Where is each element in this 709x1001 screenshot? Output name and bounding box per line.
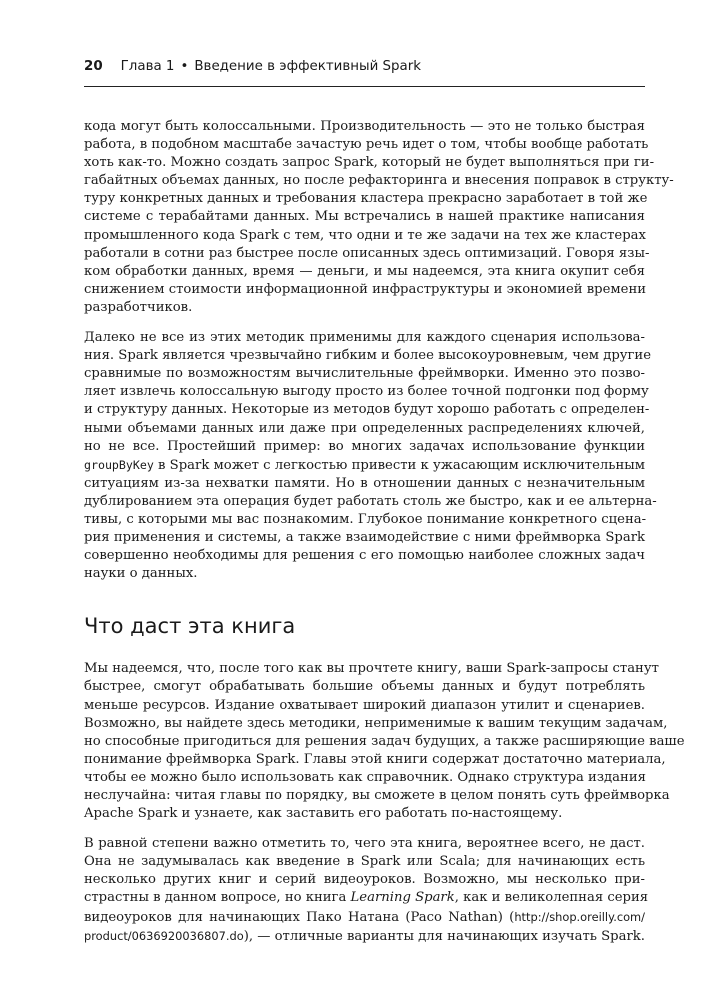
text-line: Далеко не все из этих методик применимы для каждого сценария использова- [84,330,645,346]
text-line: ляет извлечь колоссальную выгоду просто из более точной подгонки под форму [84,384,649,400]
text-line: ком обработки данных, время — деньги, и мы надеемся, эта книга окупит себя [84,263,645,279]
text-line: совершенно необходимы для решения с его помощью наиболее сложных задач [84,548,645,564]
chapter-label: Глава 1 [120,59,175,74]
text-line: чтобы ее можно было использовать как справочник. Однако структура издания [84,769,646,785]
paragraph-3 [84,660,685,823]
text-line: снижением стоимости информационной инфраструктуры и экономией времени [84,281,647,297]
text-line: меньше ресурсов. Издание охватывает широкий диапазон утилит и сценариев. [84,697,645,713]
text-line: дублированием эта операция будет работать столь же быстро, как и ее альтерна- [84,493,657,509]
code-groupbykey: groupByKey [84,457,154,472]
text-line: понимание фреймворка Spark. Главы этой книги содержат достаточно материала, [84,751,666,767]
url-link[interactable]: http://shop.oreilly.com/ [514,909,645,924]
text-line: туру конкретных данных и требования кластера прекрасно заработает в той же [84,191,648,207]
text-line: неслучайна: читая главы по порядку, вы сможете в целом понять суть фреймворка [84,788,670,803]
text-line: быстрее, смогут обрабатывать большие объемы данных и будут потреблять [84,679,645,695]
text-line [84,908,645,927]
paragraph-1 [84,118,674,317]
section-heading: Что даст эта книга [84,614,296,639]
url-link-continued[interactable]: product/0636920036807.do [84,928,244,943]
book-title-learning-spark: Learning Spark [350,890,455,906]
text-line [84,927,645,946]
text-line: рия применения и системы, а также взаимодействие с ними фреймворка Spark [84,530,645,546]
text-line: ния. Spark является чрезвычайно гибким и более высокоуровневым, чем другие [84,348,652,364]
running-header [84,59,644,83]
text-line: кода могут быть колоссальными. Производительность — это не только быстрая [84,119,645,134]
text-line: ными объемами данных или даже при определенных распределениях ключей, [84,420,645,436]
header-rule [84,86,645,87]
text-line: тивы, с которыми мы вас познакомим. Глубокое понимание конкретного сцена- [84,511,647,527]
text-line: габайтных объемах данных, но после рефакторинга и внесения поправок в структу- [84,173,674,189]
bullet-separator: • [180,59,189,74]
text-fragment: страстны в данном вопросе, но книга [84,890,351,906]
page-body [84,118,685,946]
text-line: Возможно, вы найдете здесь методики, неприменимые к вашим текущим задачам, [84,715,668,731]
text-line: но не все. Простейший пример: во многих задачах использование функции [84,438,645,454]
text-line: ситуациям из-за нехватки памяти. Но в отношении данных с незначительным [84,475,645,491]
text-line: работа, в подобном масштабе зачастую речь идет о том, чтобы вообще работать [84,137,649,153]
text-fragment: ), — отличные варианты для начинающих изучать Spark. [243,928,645,944]
text-fragment: в Spark может с легкостью привести к ужасающим исключительным [153,457,645,473]
text-line: Мы надеемся, что, после того как вы прочтете книгу, ваши Spark-запросы станут [84,661,659,677]
text-line: системе с терабайтами данных. Мы встречались в нашей практике написания [84,209,645,225]
paragraph-4 [84,835,649,946]
text-line: науки о данных. [84,566,198,582]
text-line: но способные пригодиться для решения задач будущих, а также расширяющие ваше [84,733,685,749]
text-line: Она не задумывалась как введение в Spark или Scala; для начинающих есть [84,854,645,870]
text-line: Apache Spark и узнаете, как заставить его работать по-настоящему. [84,806,563,822]
text-line: сравнимые по возможностям вычислительные фреймворки. Именно это позво- [84,366,645,382]
text-fragment: видеоуроков для начинающих Пако Натана (Paco Nathan) ( [84,909,515,925]
chapter-title: Введение в эффективный Spark [194,59,421,74]
page-number: 20 [84,59,103,74]
text-line [84,889,649,907]
text-line: В равной степени важно отметить то, чего эта книга, вероятнее всего, не даст. [84,836,645,852]
text-line: и структуру данных. Некоторые из методов будут хорошо работать с определен- [84,402,650,418]
text-line [84,456,645,475]
text-line: несколько других книг и серий видеоуроков. Возможно, мы несколько при- [84,872,645,888]
text-line: промышленного кода Spark с тем, что одни и те же задачи на тех же кластерах [84,227,646,243]
paragraph-2 [84,329,657,583]
text-line: хоть как-то. Можно создать запрос Spark, который не будет выполняться при ги- [84,155,655,171]
text-line: разработчиков. [84,299,193,315]
text-fragment: , как и великолепная серия [454,890,649,906]
text-line: работали в сотни раз быстрее после описанных здесь оптимизаций. Говоря язы- [84,245,650,261]
